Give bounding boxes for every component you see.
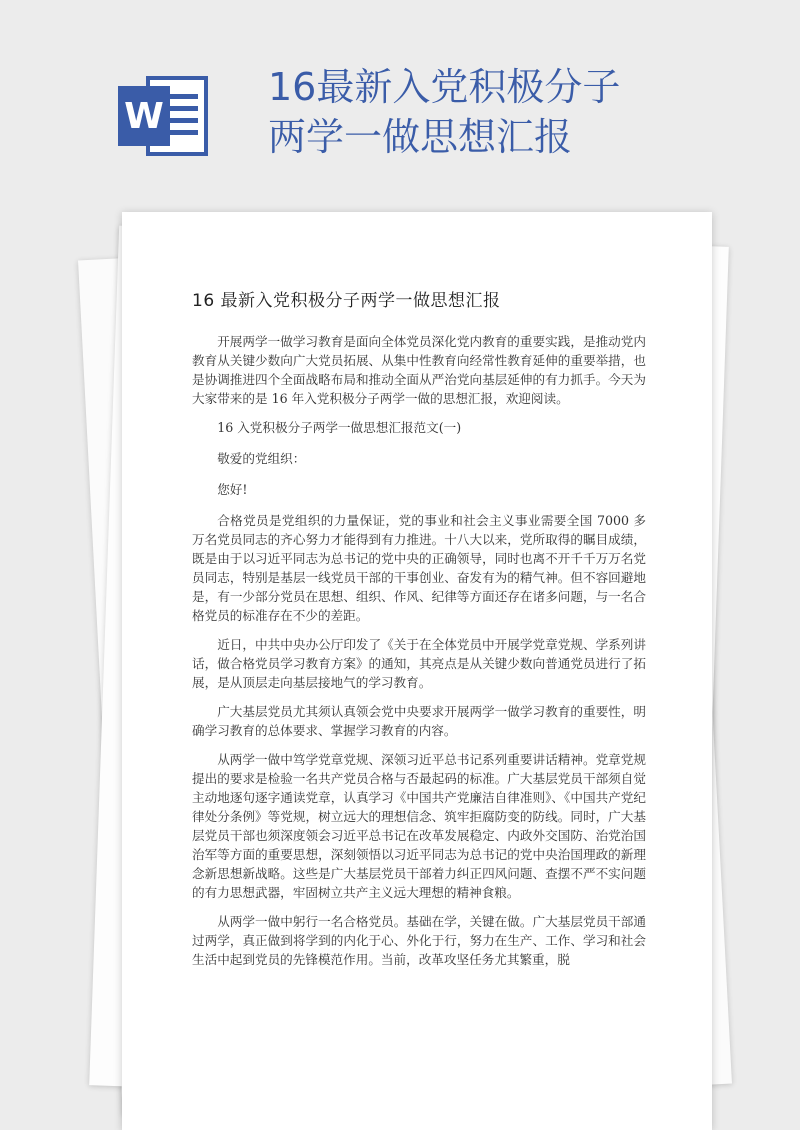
page-title (268, 62, 768, 162)
document-body (192, 332, 646, 979)
intro-paragraph: 开展两学一做学习教育是面向全体党员深化党内教育的重要实践，是推动党内教育从关键少数向广大党员拓展、从集中性教育向经常性教育延伸的重要举措，也是协调推进四个全面战略布局和推动全面从严治党向基层延伸的有力抓手。今天为大家带来的是 16 年入党积极分子两学一做的思想汇报，欢迎阅读。 (192, 334, 646, 406)
section-subtitle: 16 入党积极分子两学一做思想汇报范文(一) (217, 420, 462, 435)
document-page (122, 212, 712, 1130)
document-title: 16 最新入党积极分子两学一做思想汇报 (192, 291, 501, 311)
body-paragraph: 广大基层党员尤其须认真领会党中央要求开展两学一做学习教育的重要性，明确学习教育的总体要求、掌握学习教育的内容。 (192, 704, 646, 738)
page-title-line2: 两学一做思想汇报 (268, 115, 573, 159)
body-paragraph: 近日，中共中央办公厅印发了《关于在全体党员中开展学党章党规、学系列讲话，做合格党员学习教育方案》的通知，其亮点是从关键少数向普通党员进行了拓展，是从顶层走向基层接地气的学习教育。 (192, 637, 646, 690)
greeting: 您好! (217, 482, 248, 497)
page-title-line1: 16最新入党积极分子 (268, 65, 621, 109)
body-paragraph: 合格党员是党组织的力量保证，党的事业和社会主义事业需要全国 7000 多万名党员同志的齐心努力才能得到有力推进。十八大以来，党所取得的瞩目成绩，既是由于以习近平同志为总书记的党中央的正确领导，同时也离不开千千万万名党员同志，特别是基层一线党员干部的干事创业、奋发有为的精气神。但不容回避地是，有一少部分党员在思想、组织、作风、纪律等方面还存在诸多问题，与一名合格党员的标准存在不少的差距。 (192, 513, 646, 623)
body-paragraph: 从两学一做中笃学党章党规、深领习近平总书记系列重要讲话精神。党章党规提出的要求是检验一名共产党员合格与否最起码的标准。广大基层党员干部须自觉主动地逐句逐字通读党章，认真学习《中国共产党廉洁自律准则》、《中国共产党纪律处分条例》等党规，树立远大的理想信念、筑牢拒腐防变的防线。同时，广大基层党员干部也须深度领会习近平总书记在改革发展稳定、内政外交国防、治党治国治军等方面的重要思想，深刻领悟以习近平同志为总书记的党中央治国理政的新理念新思想新战略。这些是广大基层党员干部着力纠正四风问题、查摆不严不实问题的有力思想武器，牢固树立共产主义远大理想的精神食粮。 (192, 752, 646, 900)
salutation: 敬爱的党组织： (217, 451, 306, 466)
word-icon-letter: W (124, 96, 164, 137)
word-document-icon (118, 72, 210, 160)
header-banner (0, 0, 800, 200)
body-paragraph: 从两学一做中躬行一名合格党员。基础在学，关键在做。广大基层党员干部通过两学，真正做到将学到的内化于心、外化于行，努力在生产、工作、学习和社会生活中起到党员的先锋模范作用。当前，改革攻坚任务尤其繁重，脱 (192, 914, 646, 967)
